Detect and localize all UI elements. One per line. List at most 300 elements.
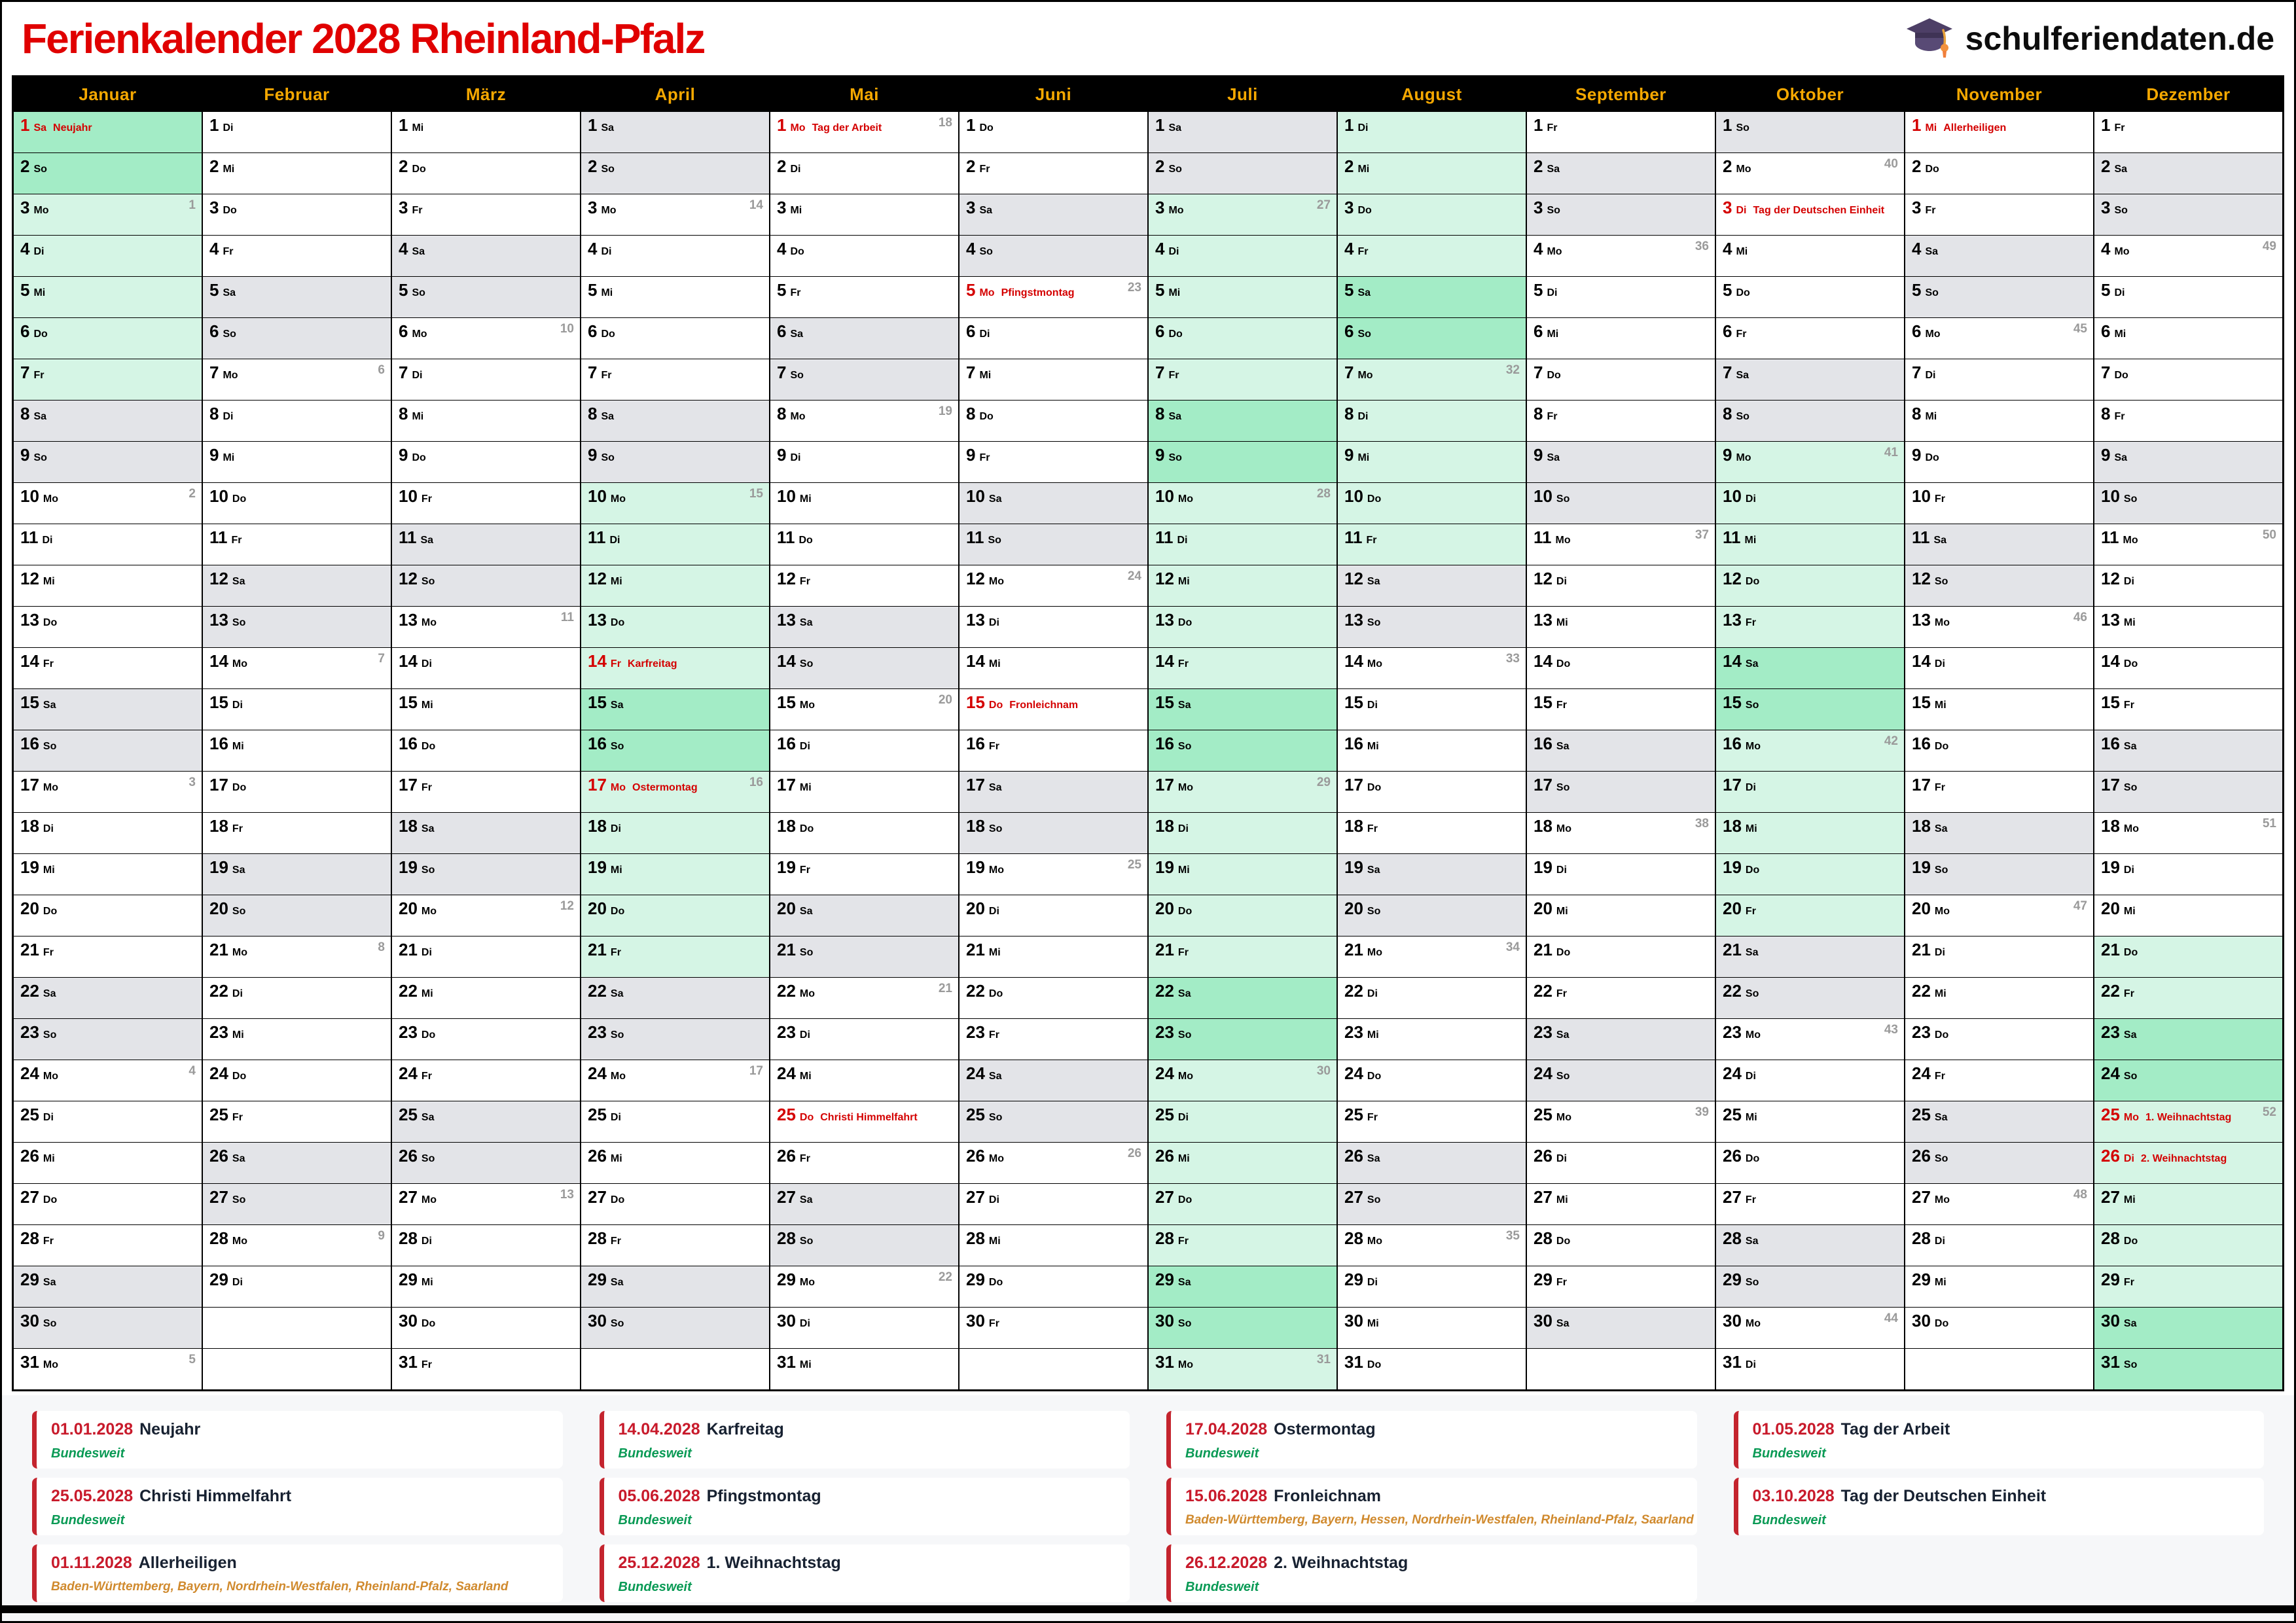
day-number: 19 (588, 857, 607, 877)
weekday-label: Do (412, 164, 426, 175)
day-cell-august-12 (1338, 565, 1526, 606)
day-cell-märz-12 (392, 565, 580, 606)
day-number: 19 (20, 857, 39, 877)
day-cell-dezember-3 (2094, 194, 2282, 235)
day-cell-juli-17 (1149, 771, 1336, 812)
weekday-label: Sa (799, 617, 813, 628)
day-cell-juli-5 (1149, 276, 1336, 317)
day-cell-dezember-22 (2094, 977, 2282, 1018)
day-number: 31 (1155, 1352, 1174, 1372)
legend-item-title (51, 1420, 548, 1439)
day-number: 15 (209, 692, 228, 712)
day-cell-august-22 (1338, 977, 1526, 1018)
day-number: 18 (777, 816, 796, 836)
legend-date: 25.12.2028 (618, 1554, 700, 1572)
weekday-label: Fr (1745, 906, 1756, 917)
weekday-label: Sa (799, 906, 813, 917)
day-number: 10 (966, 486, 985, 506)
weekday-label: Sa (2123, 741, 2137, 752)
legend-item-10 (600, 1544, 1130, 1602)
weekday-label: Sa (1177, 988, 1191, 999)
day-number: 13 (209, 610, 228, 630)
weekday-label: Fr (1925, 205, 1936, 216)
weekday-label: Sa (2114, 452, 2128, 463)
legend-item-title (51, 1487, 548, 1506)
day-cell-juli-14 (1149, 647, 1336, 688)
day-cell-april-19 (581, 853, 769, 895)
day-number: 2 (399, 156, 408, 176)
day-number: 11 (588, 527, 606, 547)
day-number: 15 (1155, 692, 1174, 712)
weekday-label: Mo (790, 411, 806, 422)
day-cell-oktober-31 (1716, 1348, 1904, 1389)
day-number: 28 (1155, 1228, 1174, 1248)
weekday-label: Fr (1367, 1112, 1378, 1123)
day-cell-september-7 (1527, 359, 1715, 400)
day-number: 20 (20, 899, 39, 918)
legend-item-1 (32, 1411, 563, 1469)
day-cell-mai-1 (770, 111, 958, 152)
weekday-label: Mi (421, 700, 433, 711)
weekday-label: So (1745, 700, 1759, 711)
day-cell-oktober-9 (1716, 441, 1904, 482)
day-cell-september-2 (1527, 152, 1715, 194)
month-column-januar (14, 77, 203, 1389)
day-cell-märz-18 (392, 812, 580, 853)
legend-scope: Bundesweit (618, 1580, 692, 1594)
day-number: 21 (20, 940, 39, 959)
day-cell-märz-31 (392, 1348, 580, 1389)
day-cell-märz-17 (392, 771, 580, 812)
weekday-label: Di (1357, 411, 1369, 422)
day-number: 21 (1912, 940, 1931, 959)
day-cell-november-11 (1905, 524, 2093, 565)
day-cell-november-3 (1905, 194, 2093, 235)
day-number: 13 (588, 610, 607, 630)
weekday-label: Sa (1745, 1236, 1759, 1247)
day-cell-dezember-21 (2094, 936, 2282, 977)
day-number: 4 (399, 239, 408, 259)
day-number: 24 (1912, 1063, 1931, 1083)
day-cell-märz-14 (392, 647, 580, 688)
day-number: 28 (20, 1228, 39, 1248)
day-number: 23 (1534, 1022, 1552, 1042)
weekday-label: Mo (1547, 246, 1562, 257)
legend-holiday-name: Tag der Arbeit (1840, 1420, 1950, 1438)
day-number: 5 (588, 280, 598, 300)
weekday-label: Sa (232, 865, 245, 876)
day-number: 17 (966, 775, 985, 794)
day-number: 2 (2101, 156, 2111, 176)
day-cell-juli-1 (1149, 111, 1336, 152)
weekday-label: Mi (1556, 1194, 1568, 1205)
week-number: 29 (1316, 776, 1331, 789)
day-number: 25 (966, 1105, 985, 1124)
weekday-label: Di (33, 246, 45, 257)
weekday-label: Do (232, 1071, 247, 1082)
weekday-label: So (1547, 205, 1560, 216)
weekday-label: Di (1745, 782, 1756, 793)
day-cell-oktober-15 (1716, 688, 1904, 730)
weekday-label: Fr (1934, 493, 1945, 505)
day-number: 30 (588, 1311, 607, 1330)
day-cell-juni-15 (960, 688, 1147, 730)
legend-scope: Baden-Württemberg, Bayern, Nordrhein-Westfalen, Rheinland-Pfalz, Saarland (51, 1580, 509, 1594)
day-cell-februar-14 (203, 647, 391, 688)
weekday-label: Mo (1177, 493, 1194, 505)
holiday-label: Neujahr (53, 122, 92, 134)
weekday-label: Mi (1745, 1112, 1757, 1123)
day-number: 5 (966, 280, 976, 300)
weekday-label: Mi (1367, 1029, 1379, 1041)
weekday-label: Do (1177, 617, 1193, 628)
day-number: 16 (1723, 734, 1742, 753)
day-cell-mai-3 (770, 194, 958, 235)
day-number: 27 (966, 1187, 985, 1207)
weekday-label: Mi (1934, 988, 1946, 999)
day-number: 25 (1344, 1105, 1363, 1124)
day-number: 13 (20, 610, 39, 630)
weekday-label: Mo (43, 493, 59, 505)
weekday-label: So (43, 741, 57, 752)
day-number: 16 (399, 734, 418, 753)
week-number: 30 (1316, 1064, 1331, 1078)
weekday-label: Di (610, 823, 621, 834)
weekday-label: Sa (2123, 1029, 2137, 1041)
day-cell-februar-15 (203, 688, 391, 730)
day-number: 17 (399, 775, 418, 794)
day-cell-februar-18 (203, 812, 391, 853)
day-cell-november-16 (1905, 730, 2093, 771)
bottom-divider (2, 1605, 2294, 1613)
day-cell-juni-24 (960, 1060, 1147, 1101)
day-number: 6 (399, 321, 408, 341)
weekday-label: Sa (988, 1071, 1002, 1082)
day-cell-mai-21 (770, 936, 958, 977)
day-number: 19 (966, 857, 985, 877)
day-number: 9 (399, 445, 408, 465)
weekday-label: Fr (232, 1112, 243, 1123)
day-number: 1 (1534, 115, 1543, 135)
legend-scope: Bundesweit (1752, 1446, 1826, 1461)
day-number: 18 (2101, 816, 2120, 836)
day-number: 8 (209, 404, 219, 423)
weekday-label: Mo (799, 988, 816, 999)
day-cell-juli-31 (1149, 1348, 1336, 1389)
day-cell-januar-4 (14, 235, 202, 276)
day-number: 7 (966, 363, 976, 382)
weekday-label: Do (988, 700, 1003, 711)
day-number: 28 (1723, 1228, 1742, 1248)
weekday-label: Mi (610, 1153, 622, 1164)
day-cell-september-19 (1527, 853, 1715, 895)
legend-item-7 (1166, 1478, 1697, 1535)
day-cell-april-22 (581, 977, 769, 1018)
day-number: 30 (20, 1311, 39, 1330)
day-number: 27 (1723, 1187, 1742, 1207)
weekday-label: Fr (988, 1318, 999, 1329)
day-cell-juli-4 (1149, 235, 1336, 276)
weekday-label: Do (1745, 576, 1760, 587)
day-number: 10 (1912, 486, 1931, 506)
day-number: 9 (1155, 445, 1165, 465)
weekday-label: Di (1556, 576, 1567, 587)
weekday-label: Mi (1168, 287, 1181, 298)
day-cell-juni-14 (960, 647, 1147, 688)
day-cell-juli-11 (1149, 524, 1336, 565)
day-number: 1 (588, 115, 598, 135)
day-cell-april-21 (581, 936, 769, 977)
day-cell-april-29 (581, 1266, 769, 1307)
day-cell-august-9 (1338, 441, 1526, 482)
holiday-label: 2. Weihnachtstag (2140, 1153, 2227, 1164)
weekday-label: Sa (1547, 452, 1560, 463)
day-number: 12 (966, 569, 985, 588)
day-cell-dezember-14 (2094, 647, 2282, 688)
week-number: 9 (378, 1229, 385, 1243)
day-cell-dezember-7 (2094, 359, 2282, 400)
day-cell-mai-22 (770, 977, 958, 1018)
day-cell-oktober-22 (1716, 977, 1904, 1018)
day-cell-februar-28 (203, 1224, 391, 1266)
weekday-label: Mi (1556, 906, 1568, 917)
day-cell-januar-17 (14, 771, 202, 812)
day-cell-juni-7 (960, 359, 1147, 400)
day-number: 14 (1155, 651, 1174, 671)
weekday-label: Do (799, 1112, 814, 1123)
day-cell-august-28 (1338, 1224, 1526, 1266)
weekday-label: Di (799, 1318, 810, 1329)
day-cell-september-24 (1527, 1060, 1715, 1101)
day-cell-september-13 (1527, 606, 1715, 647)
weekday-label: So (1934, 865, 1948, 876)
legend-scope: Bundesweit (1185, 1580, 1259, 1594)
weekday-label: Do (43, 617, 58, 628)
weekday-label: Sa (1925, 246, 1939, 257)
day-number: 24 (209, 1063, 228, 1083)
day-number: 6 (966, 321, 976, 341)
day-number: 23 (209, 1022, 228, 1042)
weekday-label: So (1177, 741, 1192, 752)
week-number: 31 (1316, 1353, 1331, 1366)
weekday-label: Di (988, 617, 999, 628)
day-cell-juni-18 (960, 812, 1147, 853)
day-cell-november-5 (1905, 276, 2093, 317)
day-number: 7 (399, 363, 408, 382)
day-number: 29 (1723, 1270, 1742, 1289)
day-cell-april-4 (581, 235, 769, 276)
day-cell-juli-7 (1149, 359, 1336, 400)
day-cell-märz-24 (392, 1060, 580, 1101)
weekday-label: Mi (799, 1071, 812, 1082)
weekday-label: Sa (1745, 658, 1759, 669)
day-cell-juni-5 (960, 276, 1147, 317)
day-cell-juli-25 (1149, 1101, 1336, 1142)
day-number: 11 (1912, 527, 1930, 547)
day-cell-september-10 (1527, 482, 1715, 524)
day-cell-august-25 (1338, 1101, 1526, 1142)
day-cell-februar-29 (203, 1266, 391, 1307)
day-number: 30 (1155, 1311, 1174, 1330)
weekday-label: So (799, 1236, 814, 1247)
day-cell-oktober-18 (1716, 812, 1904, 853)
day-number: 29 (1912, 1270, 1931, 1289)
weekday-label: Mo (1736, 164, 1751, 175)
day-cell-september-27 (1527, 1183, 1715, 1224)
day-cell-oktober-25 (1716, 1101, 1904, 1142)
weekday-label: Fr (799, 576, 810, 587)
day-cell-oktober-24 (1716, 1060, 1904, 1101)
day-number: 10 (1534, 486, 1552, 506)
weekday-label: Di (1745, 1071, 1756, 1082)
weekday-label: Mo (2123, 1112, 2140, 1123)
day-cell-märz-27 (392, 1183, 580, 1224)
day-cell-februar-19 (203, 853, 391, 895)
weekday-label: Mi (979, 370, 992, 381)
week-number: 22 (938, 1270, 952, 1284)
day-number: 9 (209, 445, 219, 465)
day-cell-märz-2 (392, 152, 580, 194)
legend-item-2 (600, 1411, 1130, 1469)
weekday-label: Di (1177, 1112, 1189, 1123)
day-number: 19 (1723, 857, 1742, 877)
day-cell-mai-18 (770, 812, 958, 853)
day-cell-februar-11 (203, 524, 391, 565)
weekday-label: Sa (232, 1153, 245, 1164)
day-number: 14 (588, 651, 607, 671)
day-cell-august-2 (1338, 152, 1526, 194)
day-number: 9 (966, 445, 976, 465)
day-number: 8 (777, 404, 787, 423)
weekday-label: Sa (1736, 370, 1749, 381)
day-number: 21 (588, 940, 607, 959)
weekday-label: Di (790, 164, 801, 175)
weekday-label: So (610, 741, 624, 752)
day-cell-november-18 (1905, 812, 2093, 853)
day-number: 17 (1155, 775, 1174, 794)
weekday-label: So (1556, 1071, 1570, 1082)
month-header-april: April (581, 77, 769, 111)
day-cell-märz-20 (392, 895, 580, 936)
day-cell-märz-15 (392, 688, 580, 730)
day-cell-oktober-20 (1716, 895, 1904, 936)
weekday-label: Mo (412, 329, 427, 340)
day-number: 12 (1912, 569, 1931, 588)
day-number: 31 (20, 1352, 39, 1372)
day-number: 14 (1912, 651, 1931, 671)
day-cell-september-30 (1527, 1307, 1715, 1348)
weekday-label: Fr (231, 535, 242, 546)
legend-item-title (619, 1420, 1116, 1439)
month-column-märz (392, 77, 581, 1389)
day-number: 29 (209, 1270, 228, 1289)
day-number: 20 (777, 899, 796, 918)
weekday-label: Mo (1177, 782, 1194, 793)
day-number: 14 (1723, 651, 1742, 671)
week-number: 42 (1884, 734, 1898, 748)
day-cell-august-17 (1338, 771, 1526, 812)
day-cell-mai-29 (770, 1266, 958, 1307)
day-number: 20 (1155, 899, 1174, 918)
day-number: 17 (1912, 775, 1931, 794)
day-cell-januar-5 (14, 276, 202, 317)
day-number: 25 (2101, 1105, 2120, 1124)
day-cell-dezember-31 (2094, 1348, 2282, 1389)
day-cell-september-3 (1527, 194, 1715, 235)
day-cell-januar-18 (14, 812, 202, 853)
day-cell-november-13 (1905, 606, 2093, 647)
day-number: 16 (1155, 734, 1174, 753)
day-cell-mai-7 (770, 359, 958, 400)
day-cell-juni-25 (960, 1101, 1147, 1142)
weekday-label: Mo (43, 1359, 59, 1370)
day-number: 30 (1723, 1311, 1742, 1330)
day-number: 5 (777, 280, 787, 300)
weekday-label: Fr (1745, 617, 1756, 628)
weekday-label: Fr (1177, 658, 1189, 669)
holiday-label: 1. Weihnachtstag (2145, 1112, 2232, 1123)
day-cell-august-19 (1338, 853, 1526, 895)
legend-date: 15.06.2028 (1185, 1487, 1268, 1505)
day-cell-mai-11 (770, 524, 958, 565)
month-header-februar: Februar (203, 77, 391, 111)
day-number: 25 (209, 1105, 228, 1124)
weekday-label: Sa (1933, 535, 1947, 546)
month-column-september (1527, 77, 1716, 1389)
weekday-label: Di (988, 1194, 999, 1205)
day-number: 18 (1534, 816, 1552, 836)
weekday-label: So (601, 164, 615, 175)
weekday-label: Di (988, 906, 999, 917)
day-number: 11 (209, 527, 228, 547)
day-number: 16 (20, 734, 39, 753)
day-number: 7 (1155, 363, 1165, 382)
day-number: 3 (209, 198, 219, 217)
day-cell-oktober-7 (1716, 359, 1904, 400)
weekday-label: Do (33, 329, 48, 340)
day-number: 9 (1912, 445, 1922, 465)
weekday-label: Do (2123, 1236, 2138, 1247)
weekday-label: So (988, 823, 1003, 834)
day-cell-januar-10 (14, 482, 202, 524)
weekday-label: Sa (988, 493, 1002, 505)
weekday-label: Fr (988, 741, 999, 752)
day-cell-dezember-20 (2094, 895, 2282, 936)
day-cell-juli-3 (1149, 194, 1336, 235)
day-cell-januar-7 (14, 359, 202, 400)
day-number: 9 (1723, 445, 1732, 465)
day-number: 24 (588, 1063, 607, 1083)
day-number: 16 (966, 734, 985, 753)
day-cell-april-13 (581, 606, 769, 647)
weekday-label: Mo (988, 1153, 1005, 1164)
weekday-label: Mi (1736, 246, 1748, 257)
day-cell-juli-22 (1149, 977, 1336, 1018)
day-cell-april-23 (581, 1018, 769, 1060)
day-cell-april-8 (581, 400, 769, 441)
day-cell-empty (1527, 1348, 1715, 1389)
weekday-label: Do (1934, 1318, 1949, 1329)
day-number: 7 (2101, 363, 2111, 382)
weekday-label: Di (1168, 246, 1179, 257)
day-number: 9 (588, 445, 598, 465)
day-number: 7 (1534, 363, 1543, 382)
day-cell-märz-11 (392, 524, 580, 565)
day-number: 26 (209, 1146, 228, 1166)
week-number: 13 (560, 1188, 574, 1202)
day-cell-juli-21 (1149, 936, 1336, 977)
day-number: 28 (399, 1228, 418, 1248)
